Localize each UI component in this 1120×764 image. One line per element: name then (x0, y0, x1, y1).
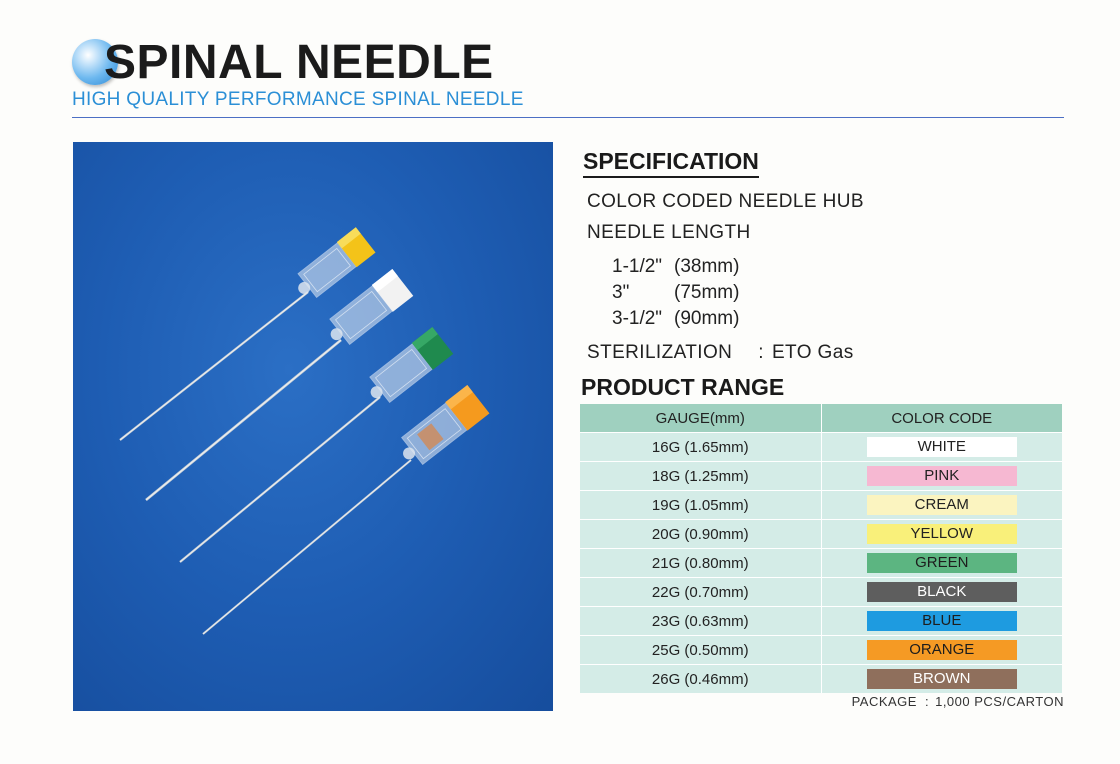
needle-orange (203, 385, 489, 634)
color-swatch: WHITE (867, 437, 1017, 457)
gauge-cell: 22G (0.70mm) (580, 578, 821, 607)
sterilization-label: STERILIZATION (587, 342, 733, 363)
color-code-cell (821, 578, 1062, 607)
color-code-cell (821, 607, 1062, 636)
spec-length-label: NEEDLE LENGTH (587, 222, 751, 243)
gauge-column-header: GAUGE(mm) (580, 404, 821, 433)
table-row (580, 607, 1062, 636)
color-swatch: ORANGE (867, 640, 1017, 660)
color-code-cell (821, 462, 1062, 491)
package-value: 1,000 PCS/CARTON (935, 694, 1064, 709)
color-code-cell (821, 636, 1062, 665)
color-swatch: CREAM (867, 495, 1017, 515)
gauge-cell: 16G (1.65mm) (580, 433, 821, 462)
length-row (612, 308, 739, 330)
product-range-table (580, 404, 1062, 693)
color-swatch: PINK (867, 466, 1017, 486)
page-subtitle: HIGH QUALITY PERFORMANCE SPINAL NEEDLE (72, 89, 524, 110)
length-size: 3" (612, 282, 630, 303)
length-size: 3-1/2" (612, 308, 663, 329)
color-swatch: BROWN (867, 669, 1017, 689)
color-swatch: YELLOW (867, 524, 1017, 544)
color-code-cell (821, 433, 1062, 462)
package-label: PACKAGE (851, 694, 917, 709)
length-mm: (90mm) (674, 308, 740, 329)
sterilization-line: STERILIZATION : ETO Gas (587, 342, 854, 363)
table-row (580, 665, 1062, 694)
spinal-needles-illustration (73, 142, 553, 711)
color-swatch: GREEN (867, 553, 1017, 573)
specification-heading: SPECIFICATION (583, 148, 759, 178)
sterilization-value: ETO Gas (771, 342, 854, 363)
product-photo (73, 142, 553, 711)
needle-white (146, 269, 413, 500)
length-mm: (75mm) (674, 282, 740, 303)
gauge-cell: 20G (0.90mm) (580, 520, 821, 549)
color-code-cell (821, 491, 1062, 520)
color-code-cell (821, 665, 1062, 694)
length-size: 1-1/2" (612, 256, 663, 277)
table-row (580, 549, 1062, 578)
table-row (580, 520, 1062, 549)
spec-hub-text: COLOR CODED NEEDLE HUB (587, 191, 864, 212)
table-row (580, 578, 1062, 607)
page-title: SPINAL NEEDLE (104, 36, 494, 89)
gauge-cell: 25G (0.50mm) (580, 636, 821, 665)
product-range-heading: PRODUCT RANGE (581, 374, 785, 400)
gauge-cell: 21G (0.80mm) (580, 549, 821, 578)
color-code-cell (821, 520, 1062, 549)
table-row (580, 433, 1062, 462)
color-swatch: BLUE (867, 611, 1017, 631)
length-row (612, 282, 739, 304)
gauge-cell: 18G (1.25mm) (580, 462, 821, 491)
table-row (580, 636, 1062, 665)
table-body (580, 433, 1062, 694)
gauge-cell: 26G (0.46mm) (580, 665, 821, 694)
table-row (580, 462, 1062, 491)
length-mm: (38mm) (674, 256, 740, 277)
package-info: PACKAGE : 1,000 PCS/CARTON (851, 694, 1064, 709)
table-header-row (580, 404, 1062, 433)
color-swatch: BLACK (867, 582, 1017, 602)
gauge-cell: 23G (0.63mm) (580, 607, 821, 636)
color-column-header: COLOR CODE (821, 404, 1062, 433)
length-row (612, 256, 739, 278)
color-code-cell (821, 549, 1062, 578)
table-row (580, 491, 1062, 520)
header-divider (72, 117, 1064, 118)
gauge-cell: 19G (1.05mm) (580, 491, 821, 520)
